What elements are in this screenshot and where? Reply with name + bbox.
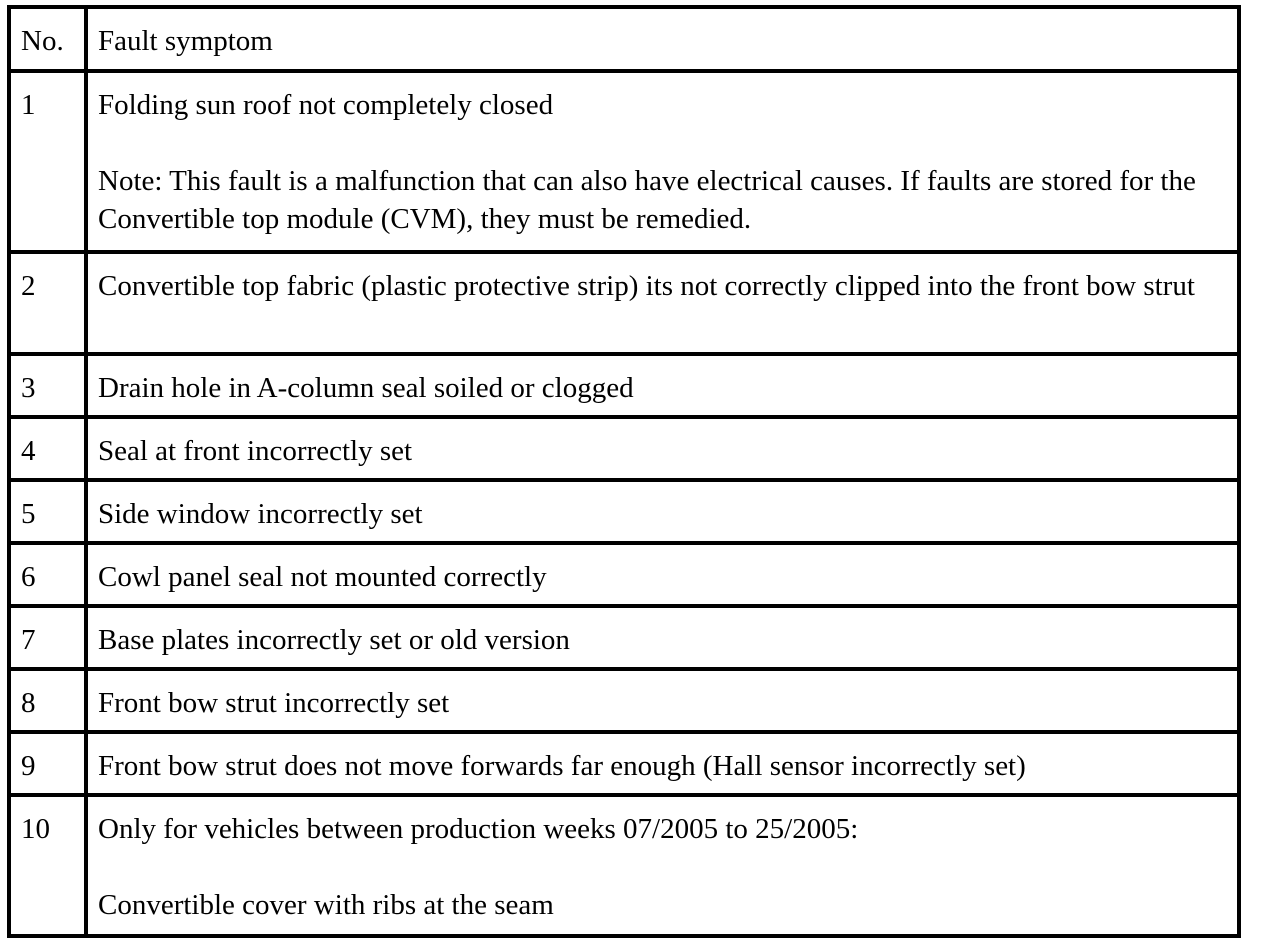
row-number: 10	[9, 795, 86, 936]
fault-symptom-cell	[86, 417, 1239, 480]
table-row	[9, 543, 1239, 606]
fault-symptom-cell	[86, 543, 1239, 606]
fault-symptom-cell	[86, 252, 1239, 354]
fault-symptom-cell	[86, 732, 1239, 795]
row-number: 4	[9, 417, 86, 480]
fault-symptom-text: Front bow strut incorrectly set	[98, 687, 450, 719]
fault-symptom-cell	[86, 795, 1239, 936]
table-row	[9, 606, 1239, 669]
fault-symptom-table	[7, 5, 1241, 938]
fault-symptom-text: Base plates incorrectly set or old version	[98, 624, 570, 656]
table-row	[9, 669, 1239, 732]
fault-symptom-cell	[86, 71, 1239, 252]
row-number: 9	[9, 732, 86, 795]
fault-symptom-cell	[86, 669, 1239, 732]
table-row	[9, 354, 1239, 417]
table-header-row	[9, 7, 1239, 71]
row-number: 2	[9, 252, 86, 354]
row-number: 3	[9, 354, 86, 417]
fault-symptom-cell	[86, 354, 1239, 417]
header-fault-symptom: Fault symptom	[86, 7, 1239, 71]
fault-symptom-text: Side window incorrectly set	[98, 498, 423, 530]
row-number: 5	[9, 480, 86, 543]
table-row	[9, 71, 1239, 252]
fault-note-text: Note: This fault is a malfunction that can also have electrical causes. If faults are stored for the Convertible top module (CVM), they must be remedied.	[98, 165, 1196, 235]
fault-symptom-text: Seal at front incorrectly set	[98, 435, 413, 467]
table-row	[9, 480, 1239, 543]
fault-symptom-text: Cowl panel seal not mounted correctly	[98, 561, 547, 593]
fault-symptom-text: Convertible top fabric (plastic protective strip) its not correctly clipped into the front bow strut	[98, 270, 1195, 302]
fault-symptom-text: Only for vehicles between production weeks 07/2005 to 25/2005:	[98, 813, 859, 845]
fault-symptom-text: Front bow strut does not move forwards far enough (Hall sensor incorrectly set)	[98, 750, 1026, 782]
row-number: 6	[9, 543, 86, 606]
table-row	[9, 252, 1239, 354]
fault-symptom-cell	[86, 480, 1239, 543]
fault-symptom-text: Folding sun roof not completely closed	[98, 89, 554, 121]
row-number: 8	[9, 669, 86, 732]
row-number: 7	[9, 606, 86, 669]
table-row	[9, 732, 1239, 795]
header-no: No.	[9, 7, 86, 71]
fault-symptom-text: Convertible cover with ribs at the seam	[98, 889, 554, 921]
table-row	[9, 417, 1239, 480]
fault-symptom-text: Drain hole in A-column seal soiled or clogged	[98, 372, 634, 404]
table-row	[9, 795, 1239, 936]
fault-symptom-cell	[86, 606, 1239, 669]
row-number: 1	[9, 71, 86, 252]
